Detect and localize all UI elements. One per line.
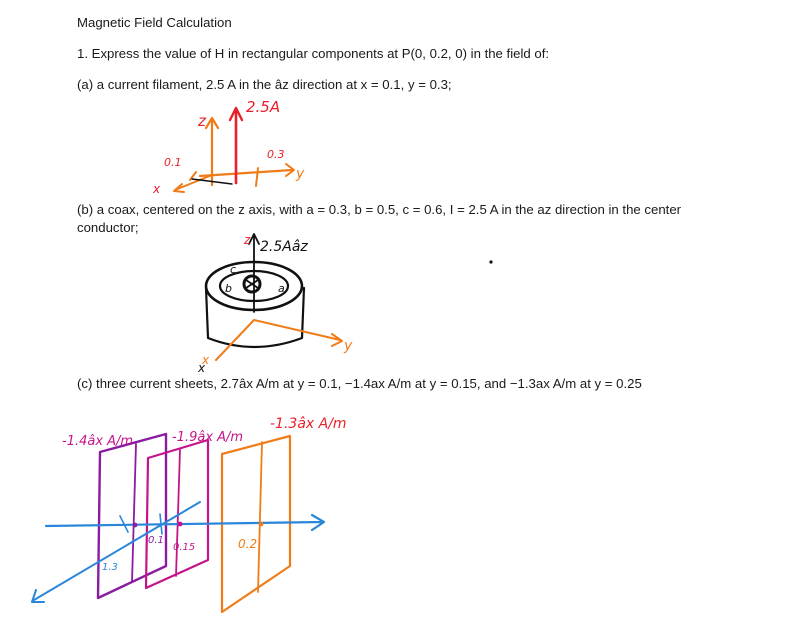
sketch-b-current-label: 2.5Aâz: [260, 239, 308, 255]
problem-statement: 1. Express the value of H in rectangular components at P(0, 0.2, 0) in the field of:: [77, 46, 550, 61]
sketch-b-b-label: b: [225, 282, 232, 295]
sketch-a-current-label: 2.5A: [246, 98, 281, 116]
sketch-a-z-label: z: [198, 112, 206, 130]
sketch-c-x-label: x: [198, 361, 206, 375]
sketch-a: [152, 98, 305, 196]
sketch-c-13-label: 1.3: [102, 562, 118, 573]
sketch-b-x-label: x: [202, 353, 210, 367]
sketch-a-y-label: y: [296, 166, 305, 182]
sketch-c-sheet2-label: -1.9âx A/m: [172, 430, 244, 445]
part-c-text: (c) three current sheets, 2.7âx A/m at y = 0.1, −1.4ax A/m at y = 0.15, and −1.3ax A/m at y = 0.25: [77, 376, 642, 391]
document-title: Magnetic Field Calculation: [77, 15, 232, 30]
sketch-a-x-label: x: [153, 182, 161, 196]
sketch-c-y3-label: 0.2: [238, 537, 258, 551]
sketch-c-y2-label: 0.15: [173, 542, 196, 553]
part-b-text-line2: conductor;: [77, 220, 139, 235]
sketch-a-y-position: 0.3: [267, 148, 285, 161]
sketch-c-y1-label: 0.1: [148, 535, 164, 546]
sketch-c-sheet1-label: -1.4âx A/m: [62, 434, 134, 449]
part-a-text: (a) a current filament, 2.5 A in the âz direction at x = 0.1, y = 0.3;: [77, 77, 452, 92]
sketch-b-z-label: z: [244, 233, 251, 247]
sketch-b: [201, 233, 493, 367]
sketch-c: [32, 361, 347, 612]
sketch-c-sheet3-label: -1.3âx A/m: [270, 416, 347, 432]
sketch-b-y-label: y: [344, 338, 353, 354]
sketch-b-c-label: c: [230, 263, 237, 276]
sketch-a-x-position: 0.1: [164, 156, 182, 169]
sketch-b-a-label: a: [278, 282, 285, 295]
part-b-text-line1: (b) a coax, centered on the z axis, with a = 0.3, b = 0.5, c = 0.6, I = 2.5 A in the az direction in the center: [77, 202, 682, 217]
